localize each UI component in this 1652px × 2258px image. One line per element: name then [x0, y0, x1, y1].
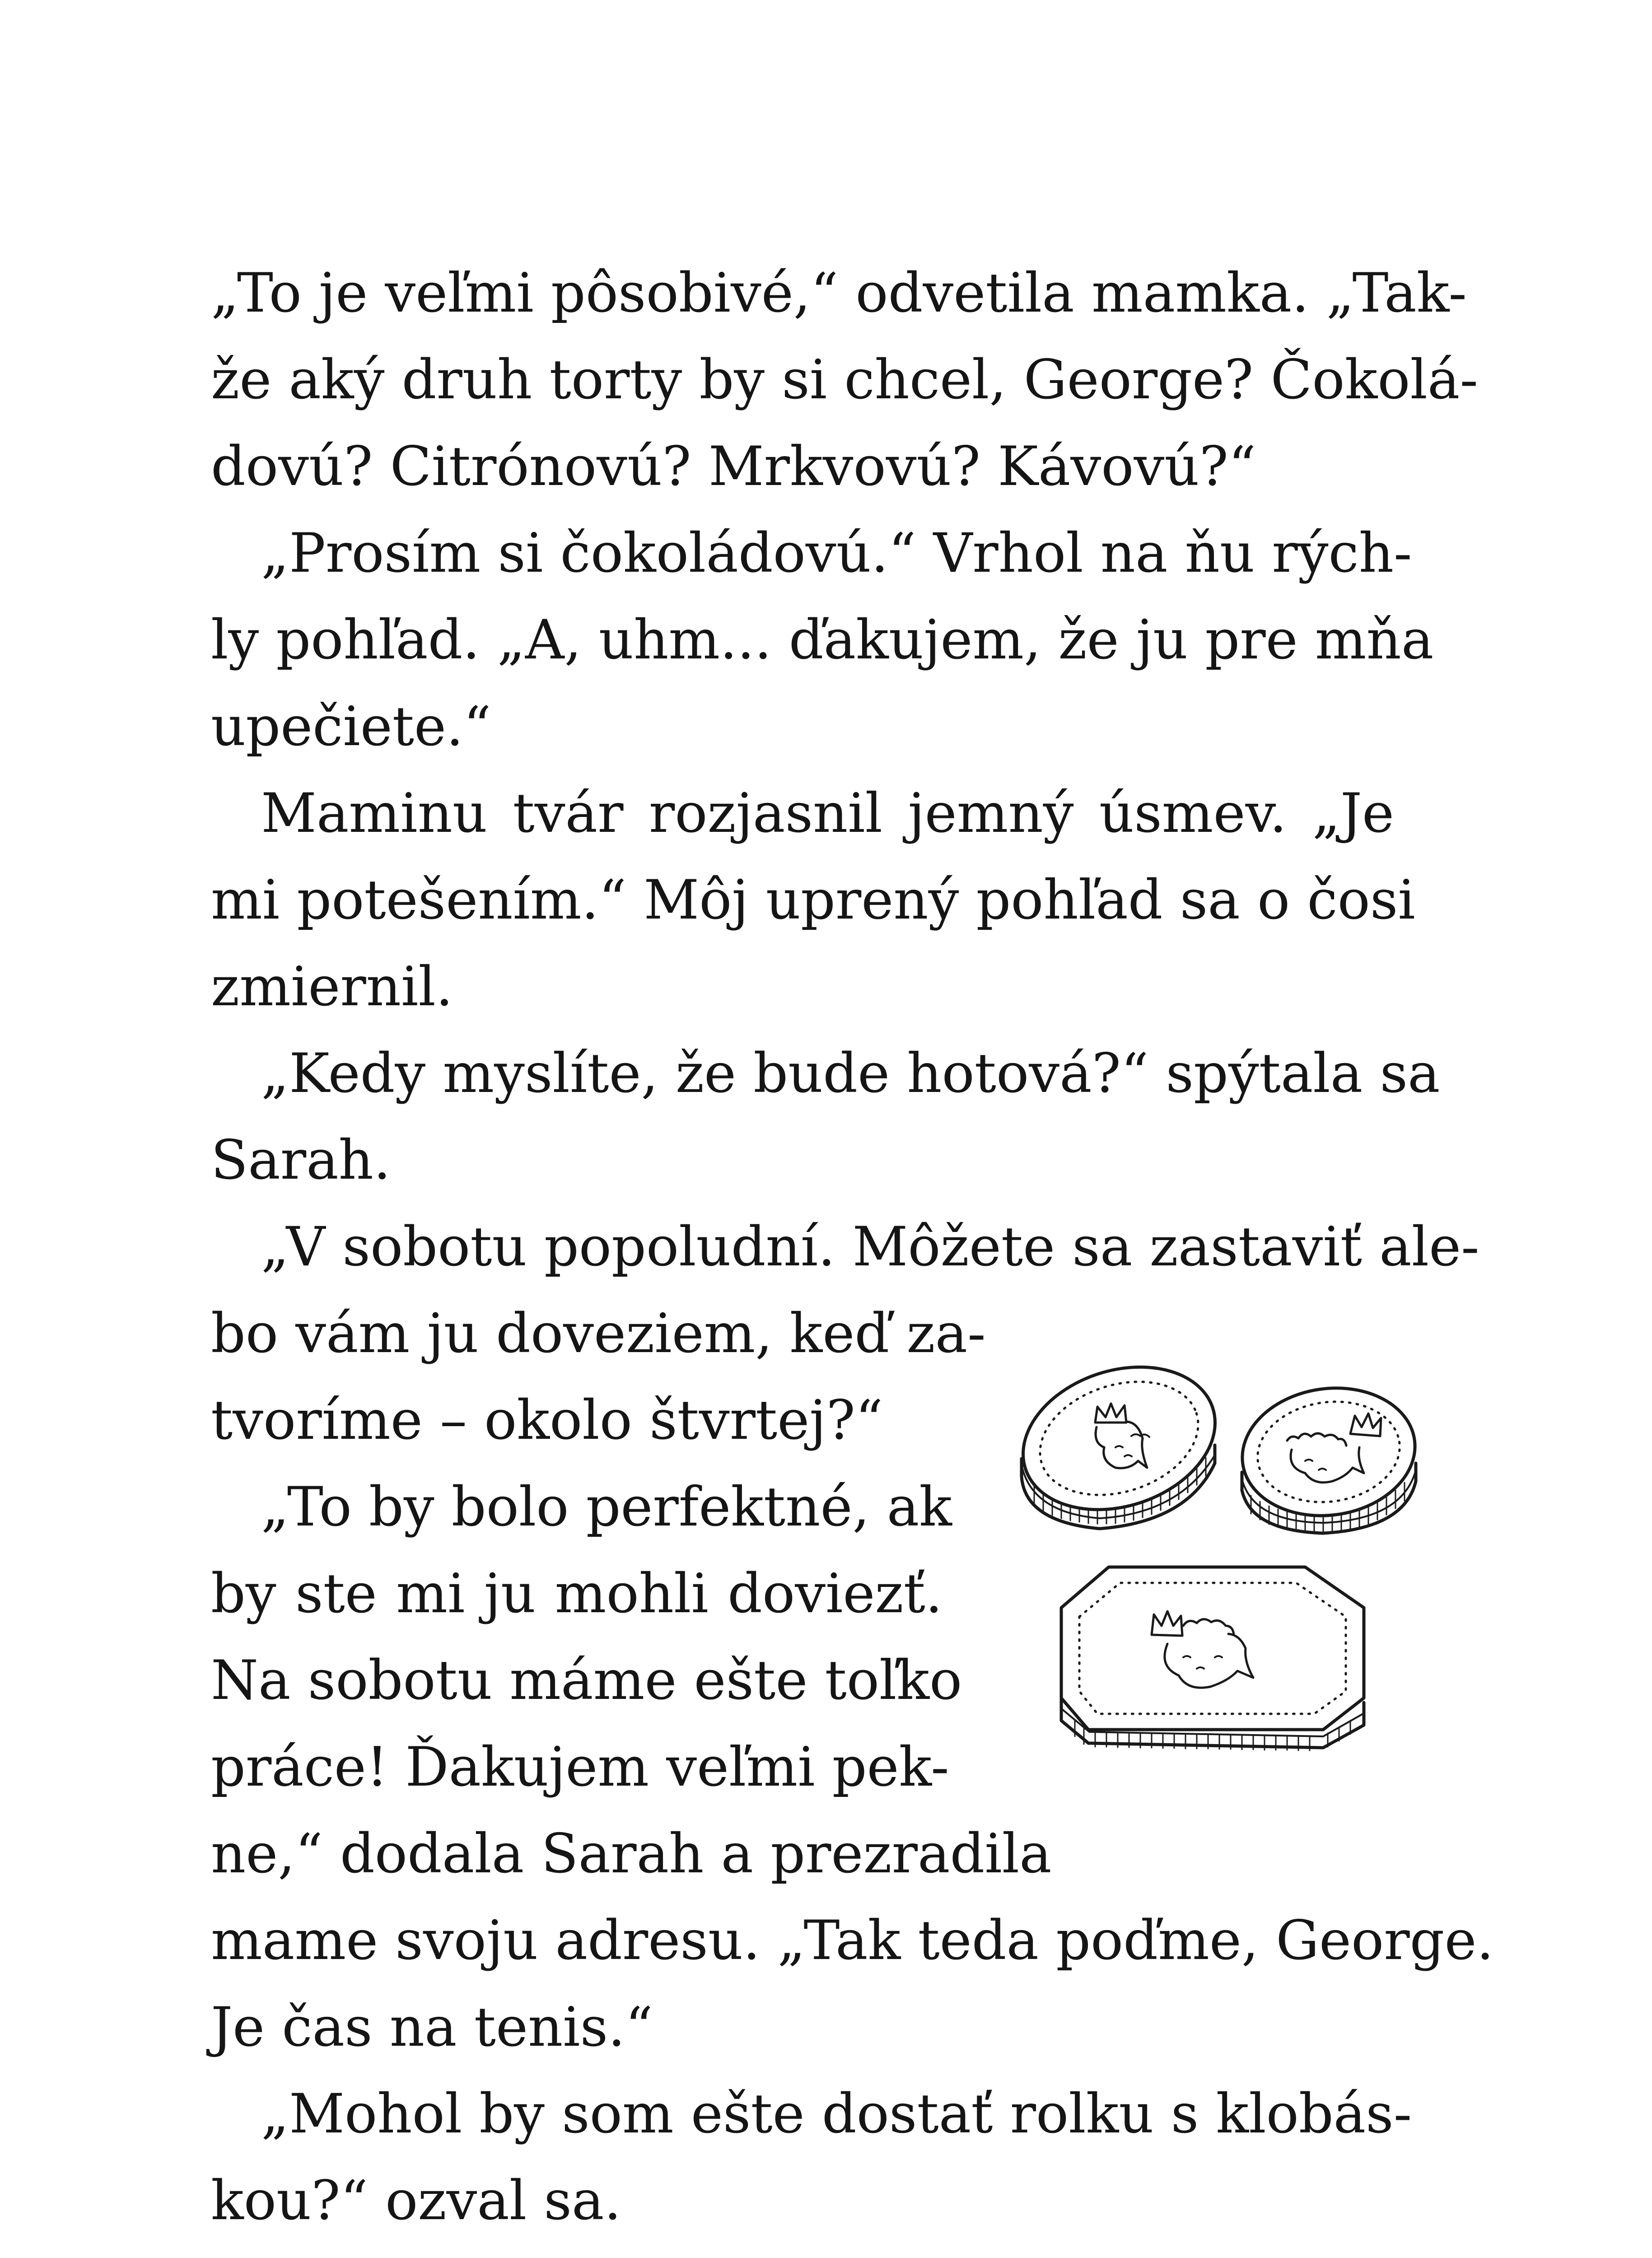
- coin-3: [1061, 1567, 1364, 1750]
- text-line: že aký druh torty by si chcel, George? Čokolá-: [211, 349, 1478, 411]
- text-line: mi potešením.“ Môj uprený pohľad sa o čosi: [211, 869, 1415, 932]
- text-line: bo vám ju doveziem, keď za-: [211, 1302, 986, 1365]
- text-line: by ste mi ju mohli doviezť.: [211, 1563, 943, 1625]
- text-line: tvoríme – okolo štvrtej?“: [211, 1389, 883, 1452]
- text-line: práce! Ďakujem veľmi pek-: [211, 1736, 949, 1799]
- text-line: Sarah.: [211, 1129, 391, 1192]
- text-line: ne,“ dodala Sarah a prezradila: [211, 1823, 1052, 1885]
- text-line: „V sobotu popoludní. Môžete sa zastaviť ale-: [261, 1216, 1479, 1278]
- text-line: „To je veľmi pôsobivé,“ odvetila mamka. „Tak-: [211, 262, 1467, 325]
- text-line: „Kedy myslíte, že bude hotová?“ spýtala sa: [261, 1042, 1440, 1105]
- text-line: Na sobotu máme ešte toľko: [211, 1649, 962, 1712]
- coin-2: [1234, 1377, 1423, 1533]
- text-line: upečiete.“: [211, 695, 491, 758]
- text-line: dovú? Citrónovú? Mrkvovú? Kávovú?“: [211, 435, 1256, 498]
- text-line: „Mohol by som ešte dostať rolku s klobás-: [261, 2083, 1412, 2146]
- text-line: Je čas na tenis.“: [211, 1996, 653, 2059]
- text-line: „To by bolo perfektné, ak: [261, 1476, 952, 1539]
- text-line: zmiernil.: [211, 956, 453, 1018]
- coins-illustration: [1016, 1355, 1423, 1779]
- coin-1: [1016, 1355, 1234, 1533]
- text-line: „Prosím si čokoládovú.“ Vrhol na ňu rých-: [261, 522, 1412, 585]
- text-line: ly pohľad. „A, uhm... ďakujem, že ju pre mňa: [211, 609, 1434, 672]
- text-line: Maminu tvár rozjasnil jemný úsmev. „Je: [261, 782, 1394, 845]
- text-line: kou?“ ozval sa.: [211, 2169, 621, 2232]
- text-line: mame svoju adresu. „Tak teda poďme, George.: [211, 1909, 1494, 1972]
